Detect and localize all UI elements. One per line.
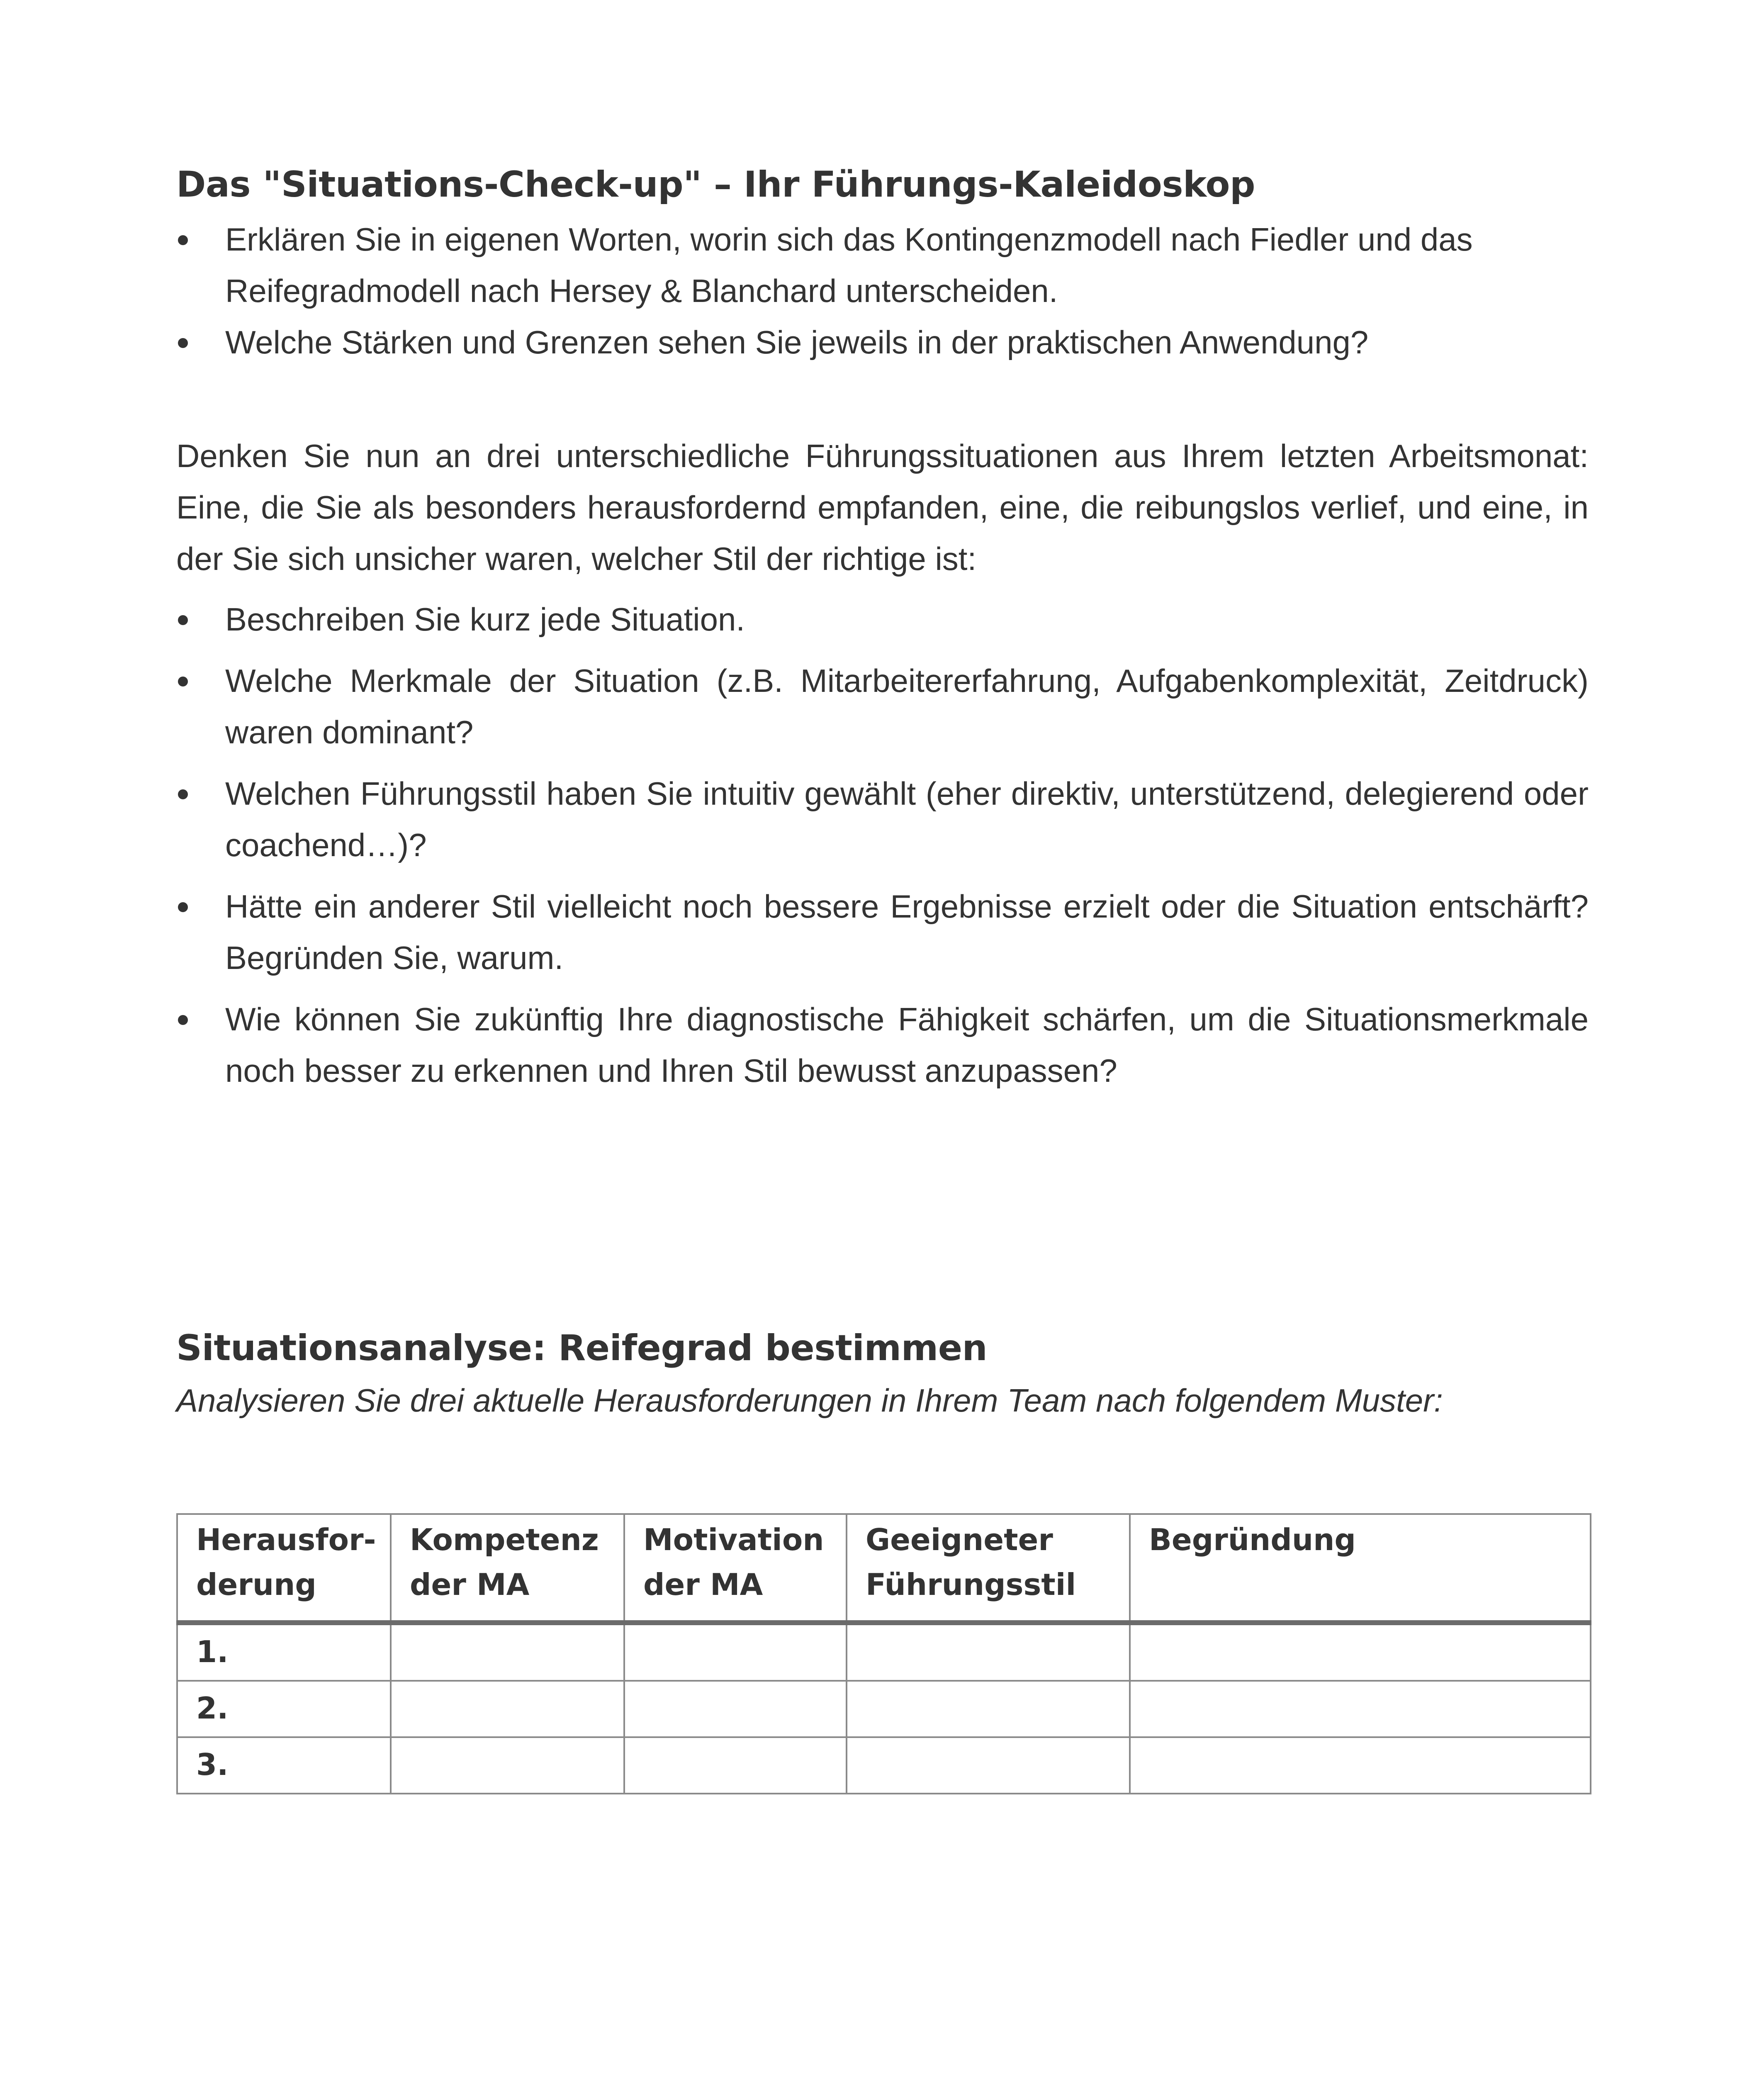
list-item-text: Erklären Sie in eigenen Worten, worin sich das Kontingenzmodell nach Fiedler und das Reifegradmodell nach Hersey & Blanchard unterscheiden.: [225, 221, 1473, 309]
bullet-icon: [178, 235, 188, 245]
list-item: [176, 594, 1589, 645]
table-row: [177, 1623, 1591, 1681]
row-number: 3.: [177, 1737, 391, 1794]
list-item-text: Wie können Sie zukünftig Ihre diagnostische Fähigkeit schärfen, um die Situationsmerkmale noch besser zu erkennen und Ihren Stil bewusst anzupassen?: [225, 1001, 1589, 1089]
list-item-text: Beschreiben Sie kurz jede Situation.: [225, 601, 745, 638]
section-situationsanalyse: [176, 1323, 1589, 1426]
bullet-icon: [178, 677, 188, 686]
list-item-text: Welche Merkmale der Situation (z.B. Mitarbeitererfahrung, Aufgabenkomplexität, Zeitdruck) waren dominant?: [225, 662, 1589, 750]
column-header-herausforderung: Herausforderung: [177, 1514, 391, 1623]
bullet-icon: [178, 902, 188, 912]
table-cell[interactable]: [1130, 1623, 1591, 1681]
intro-question-list: [176, 214, 1589, 368]
row-number: 2.: [177, 1681, 391, 1737]
column-header-motivation: Motivation der MA: [624, 1514, 847, 1623]
list-item: [176, 993, 1589, 1096]
table-header-row: [177, 1514, 1591, 1623]
column-header-kompetenz: Kompetenz der MA: [391, 1514, 624, 1623]
table-cell[interactable]: [1130, 1681, 1591, 1737]
list-item: [176, 316, 1589, 368]
list-item: [176, 214, 1589, 316]
table-cell[interactable]: [624, 1681, 847, 1737]
situation-question-list: [176, 594, 1589, 1096]
table-cell[interactable]: [847, 1737, 1130, 1794]
list-item: [176, 881, 1589, 983]
list-item-text: Hätte ein anderer Stil vielleicht noch bessere Ergebnisse erzielt oder die Situation entschärft? Begründen Sie, warum.: [225, 888, 1589, 976]
column-header-fuehrungsstil: Geeigneter Führungsstil: [847, 1514, 1130, 1623]
column-header-begruendung: Begründung: [1130, 1514, 1591, 1623]
table-cell[interactable]: [391, 1737, 624, 1794]
table-cell[interactable]: [624, 1623, 847, 1681]
section-situations-check-up: [176, 160, 1589, 1096]
table-row: [177, 1737, 1591, 1794]
bullet-icon: [178, 338, 188, 348]
analysis-table: [176, 1513, 1591, 1794]
table-cell[interactable]: [847, 1681, 1130, 1737]
section-title-check-up: Das "Situations-Check-up" – Ihr Führungs-Kaleidoskop: [176, 164, 1255, 205]
section-subtitle: Analysieren Sie drei aktuelle Herausforderungen in Ihrem Team nach folgendem Muster:: [176, 1382, 1443, 1419]
section-title-situationsanalyse: Situationsanalyse: Reifegrad bestimmen: [176, 1327, 988, 1369]
bullet-icon: [178, 1015, 188, 1025]
table-cell[interactable]: [1130, 1737, 1591, 1794]
situations-paragraph: Denken Sie nun an drei unterschiedliche Führungssituationen aus Ihrem letzten Arbeitsmonat: Eine, die Sie als besonders herausfordernd empfanden, eine, die reibungslos verlief, und eine, in der Sie sich unsicher waren, welcher Stil der richtige ist:: [176, 438, 1589, 577]
list-item: [176, 655, 1589, 758]
table-cell[interactable]: [624, 1737, 847, 1794]
list-item-text: Welche Stärken und Grenzen sehen Sie jeweils in der praktischen Anwendung?: [225, 324, 1369, 360]
list-item-text: Welchen Führungsstil haben Sie intuitiv gewählt (eher direktiv, unterstützend, delegierend oder coachend…)?: [225, 775, 1589, 863]
bullet-icon: [178, 615, 188, 625]
bullet-icon: [178, 789, 188, 799]
row-number: 1.: [177, 1623, 391, 1681]
list-item: [176, 768, 1589, 871]
table-cell[interactable]: [391, 1681, 624, 1737]
table-row: [177, 1681, 1591, 1737]
table-cell[interactable]: [391, 1623, 624, 1681]
table-cell[interactable]: [847, 1623, 1130, 1681]
